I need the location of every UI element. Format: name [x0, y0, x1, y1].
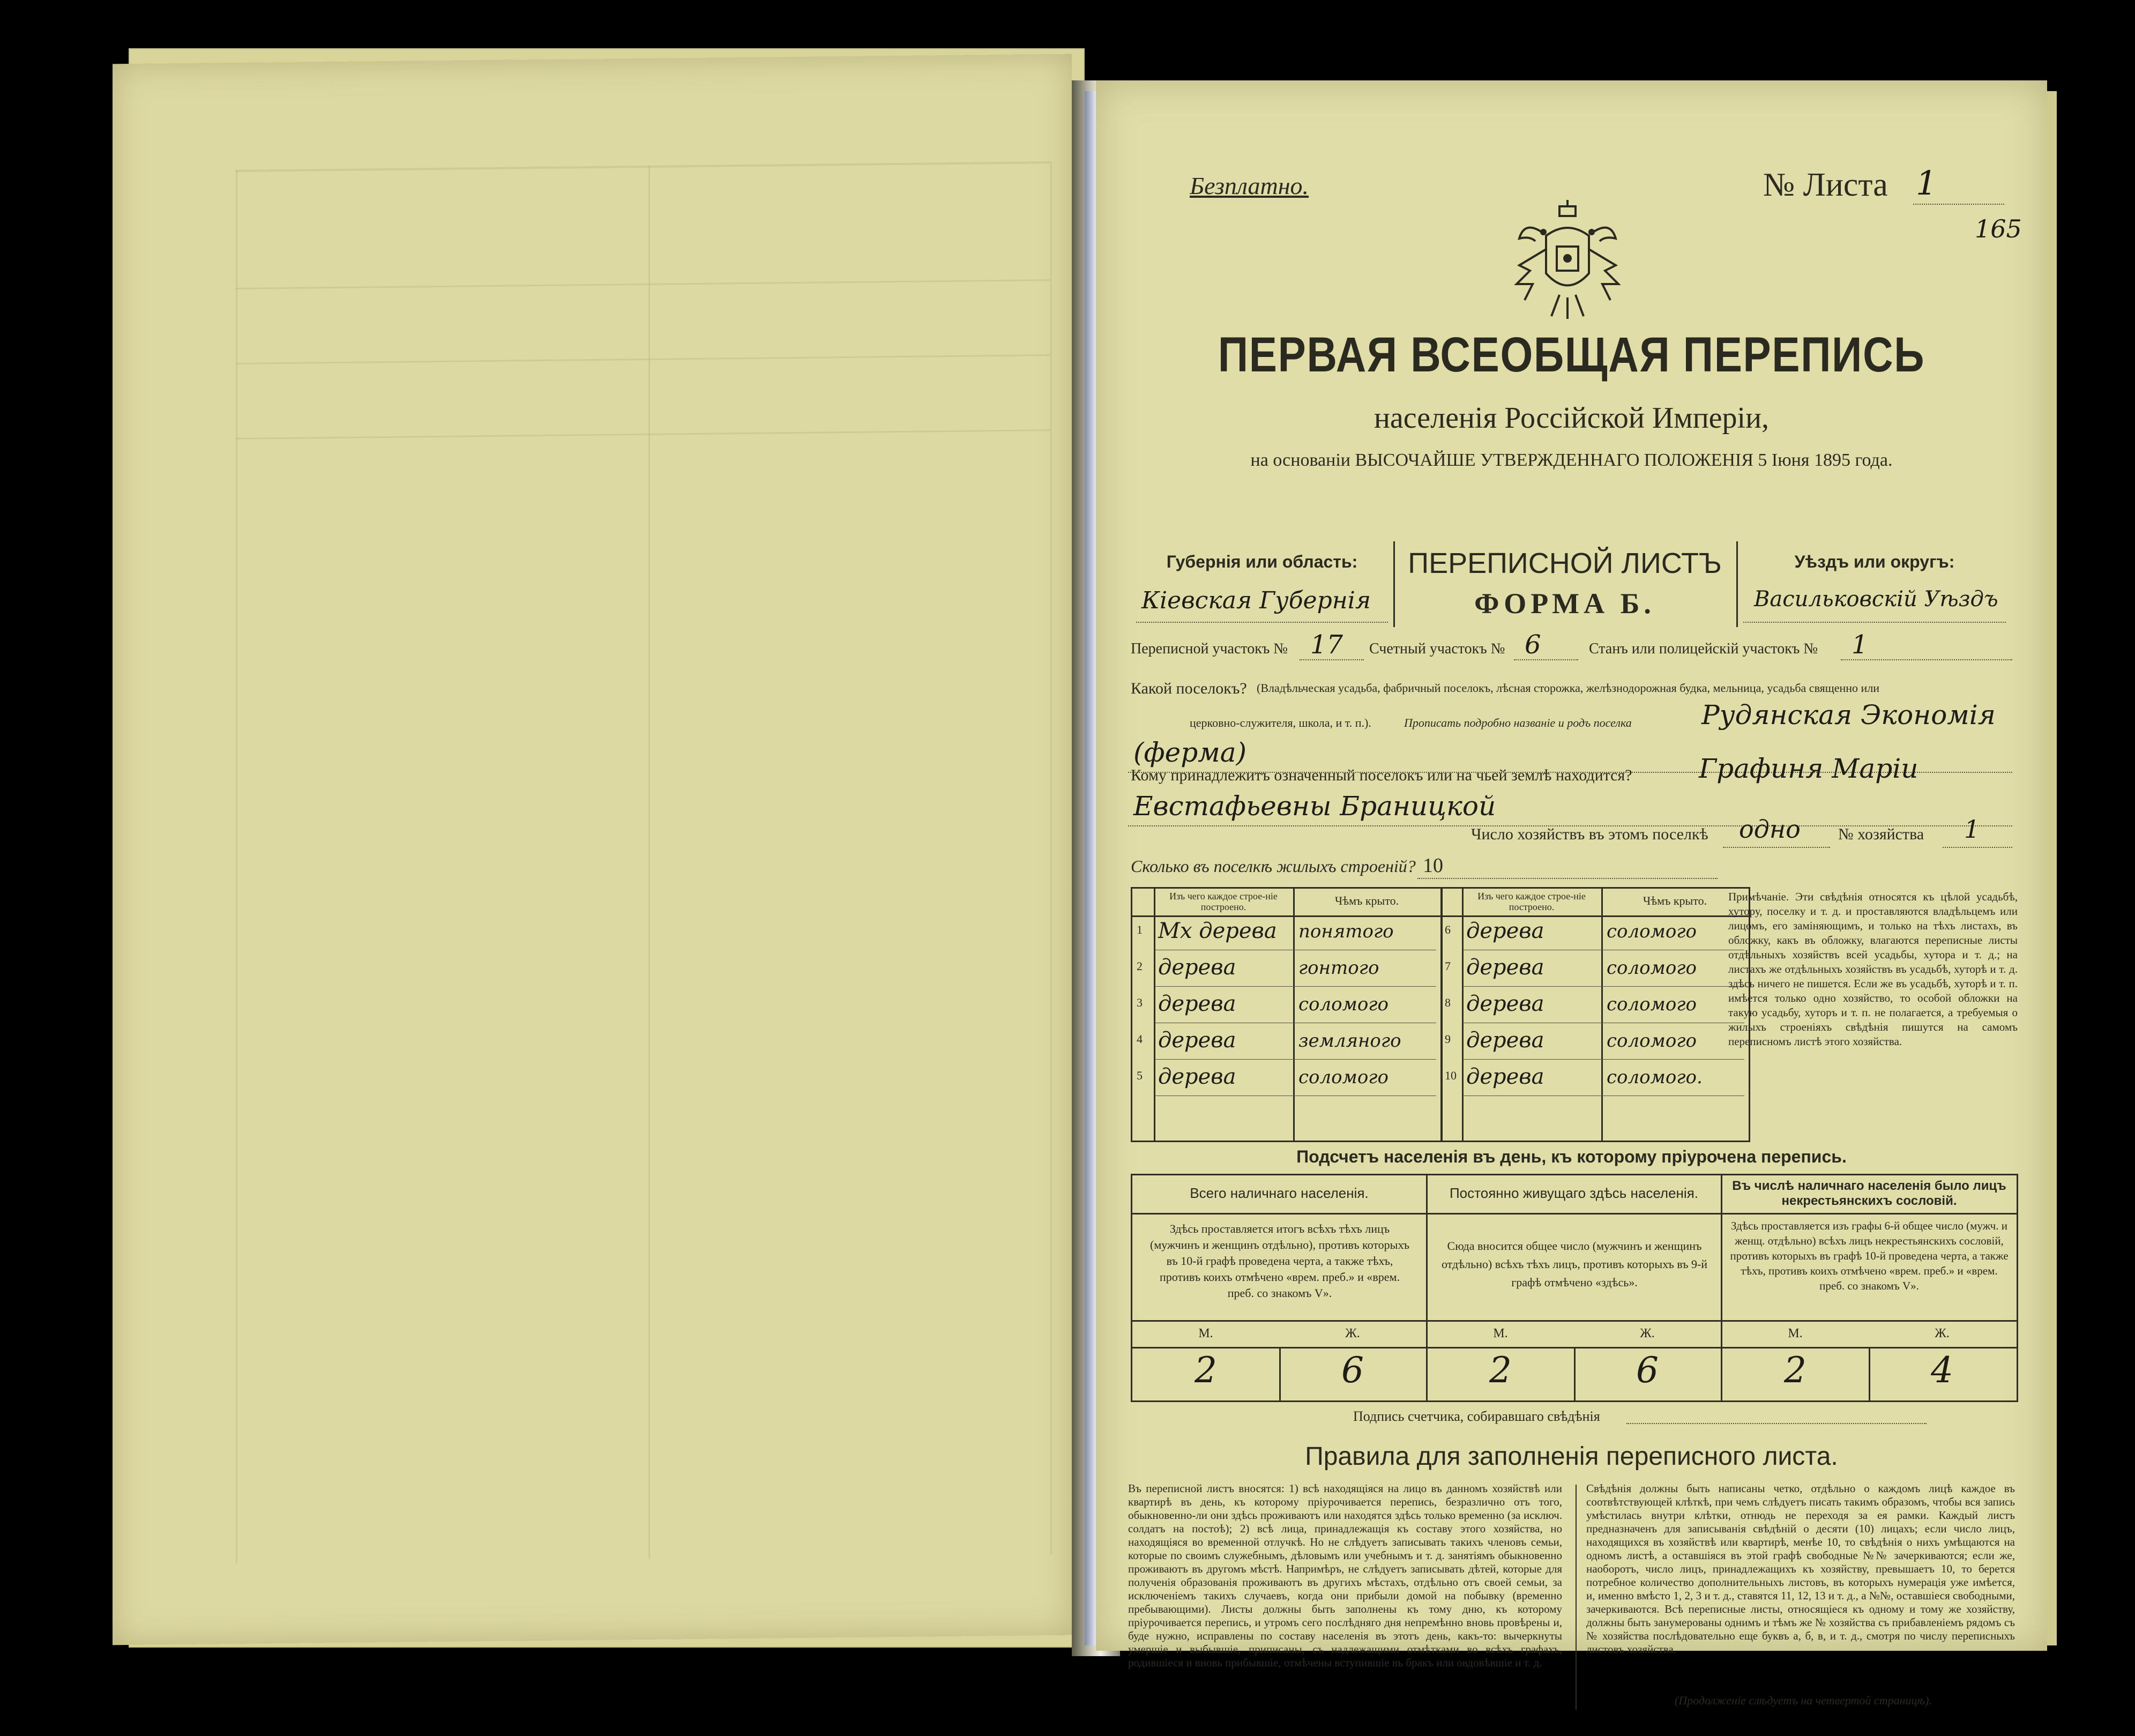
building-material: дерева: [1158, 992, 1236, 1016]
col3-female-label: Ж.: [1935, 1327, 1950, 1340]
building-row-number: 6: [1445, 923, 1451, 936]
building-roof: соломого: [1607, 921, 1697, 942]
buildings-value: 10: [1423, 854, 1443, 877]
uezd-value: Васильковскій Уѣздъ: [1754, 587, 1998, 612]
owner-value: Графиня Маріи: [1699, 753, 1918, 784]
table-hline: [1132, 915, 1749, 917]
header-material: Изъ чего каждое строе-ніе построено.: [1169, 891, 1278, 912]
building-roof: гонтого: [1298, 957, 1379, 979]
building-row-number: 2: [1137, 959, 1143, 973]
building-row-number: 5: [1137, 1069, 1143, 1082]
building-material: дерева: [1466, 1028, 1544, 1053]
header-roof: Чѣмъ крыто.: [1334, 894, 1399, 907]
counting-area-value: 6: [1525, 630, 1541, 660]
building-row-number: 8: [1445, 996, 1451, 1009]
settlement-hint-2: церковно-служителя, школа, и т. п.).: [1190, 716, 1371, 729]
building-material: дерева: [1158, 1064, 1236, 1089]
population-permanent-desc: Сюда вносится общее число (мужчинъ и женщинъ отдѣльно) всѣхъ тѣхъ лицъ, противъ которыхъ въ 9-й графѣ отмѣчено «здѣсь».: [1441, 1239, 1708, 1289]
station-label: Станъ или полицейскій участокъ №: [1589, 640, 1818, 657]
table-vline: [1601, 889, 1603, 1141]
table-vline: [1440, 889, 1443, 1141]
table-vline: [1462, 889, 1464, 1141]
building-roof: соломого: [1298, 994, 1389, 1015]
households-label: Число хозяйствъ въ этомъ поселкѣ: [1471, 825, 1708, 843]
region-block: [1131, 541, 2010, 630]
uezd-label: Уѣздъ или округъ:: [1794, 552, 1955, 571]
building-material: дерева: [1158, 955, 1236, 980]
col2-female-label: Ж.: [1640, 1327, 1655, 1340]
signature-label: Подпись счетчика, собиравшаго свѣдѣнія: [1353, 1409, 1600, 1424]
settlement-hint-3: Прописать подробно названіе и родъ поселка: [1404, 716, 1632, 729]
building-row-line: [1463, 986, 1744, 987]
owner-label: Кому принадлежитъ означенный поселокъ или на чьей землѣ находится?: [1131, 766, 1632, 784]
population-total-desc: Здѣсь проставляется итогъ всѣхъ тѣхъ лицъ (мужчинъ и женщинъ отдѣльно), противъ которыхъ въ 10-й графѣ проведена черта, а также тѣхъ, противъ коихъ отмѣчено «врем. преб.» и «врем. преб. со знакомъ V».: [1150, 1222, 1409, 1300]
building-roof: соломого: [1607, 957, 1697, 979]
building-row-number: 1: [1137, 923, 1143, 936]
census-form-page: [1096, 80, 2047, 1707]
total-male-value: 2: [1195, 1350, 1217, 1391]
nonpeasant-female-value: 4: [1931, 1350, 1953, 1391]
settlement-value-2: (ферма): [1133, 737, 1247, 768]
sheet-number-value: 1: [1916, 163, 1937, 203]
building-material: дерева: [1158, 1028, 1236, 1053]
building-row-number: 4: [1137, 1032, 1143, 1046]
building-roof: соломого: [1298, 1067, 1389, 1088]
building-row-number: 9: [1445, 1032, 1451, 1046]
col3-male-label: М.: [1788, 1327, 1803, 1340]
rules-title: Правила для заполненія переписного листа.: [1305, 1442, 1838, 1471]
census-area-label: Переписной участокъ №: [1131, 640, 1288, 657]
household-number-label: № хозяйства: [1838, 825, 1924, 843]
sheet-stamp-number: 165: [1975, 214, 2022, 243]
building-roof: понятого: [1298, 921, 1394, 942]
col1-female-label: Ж.: [1345, 1327, 1360, 1340]
double-headed-eagle-icon: [1514, 196, 1621, 324]
building-row-line: [1463, 1059, 1744, 1060]
population-nonpeasant-desc: Здѣсь проставляется изъ графы 6-й общее число (мужч. и женщ. отдѣльно) всѣхъ лицъ некрестьянскихъ сословій, противъ которыхъ въ графѣ 10-й проведена черта, а также тѣхъ, противъ коихъ отмѣчено «врем. преб.» и «врем. преб. со знакомъ V».: [1730, 1219, 2009, 1292]
building-row-number: 10: [1445, 1069, 1457, 1082]
building-row-line: [1155, 986, 1436, 987]
header-material: Изъ чего каждое строе-ніе построено.: [1477, 891, 1586, 912]
free-label: Безплатно.: [1190, 172, 1309, 199]
form-subtitle: населенія Россійской Имперіи,: [1373, 401, 1770, 435]
station-value: 1: [1852, 630, 1868, 660]
nonpeasant-male-value: 2: [1784, 1350, 1806, 1391]
left-blank-page: [113, 54, 1072, 1645]
settlement-hint: (Владѣльческая усадьба, фабричный поселокъ, лѣсная сторожка, желѣзнодорожная будка, мельница, усадьба священно или: [1257, 681, 1880, 695]
owner-value-2: Евстафьевны Браницкой: [1133, 791, 1496, 822]
building-roof: соломого.: [1607, 1067, 1703, 1088]
population-nonpeasant-title: Въ числѣ наличнаго населенія было лицъ некрестьянскихъ сословій.: [1732, 1179, 2006, 1208]
building-material: дерева: [1466, 919, 1544, 943]
buildings-note: Примѣчаніе. Эти свѣдѣнія относятся къ цѣлой усадьбѣ, хутору, поселку и т. д. и проставляются владѣльцемъ или лицомъ, его заміняющимъ, и только на тѣхъ листахъ, въ обложку, какъ въ обложку, влагаются переписные листы отдѣльныхъ хозяйствъ всей усадьбы, хутора и т. д.; на листахъ же отдѣльныхъ хозяйствъ въ усадьбѣ, хуторѣ и т. д. здѣсь ничего не пишется. Если же въ усадьбѣ, хуторѣ и т. п. имѣется только одно хозяйство, то особой обложки на такую усадьбу, хуторъ и т. п. не полагается, а требуемыя о жилыхъ строеніяхъ свѣдѣнія пишутся на самомъ переписномъ листѣ этого хозяйства.: [1728, 890, 2018, 1048]
permanent-male-value: 2: [1489, 1350, 1512, 1391]
building-row-number: 3: [1137, 996, 1143, 1009]
settlement-value: Рудянская Экономія: [1701, 699, 1996, 731]
col2-male-label: М.: [1493, 1327, 1508, 1340]
form-main-title: ПЕРВАЯ ВСЕОБЩАЯ ПЕРЕПИСЬ: [1218, 327, 1925, 382]
rules-continued: (Продолженіе слѣдуетъ на четвертой страницѣ).: [1675, 1694, 1932, 1707]
building-row-line: [1155, 1059, 1436, 1060]
rules-right-column: Свѣдѣнія должны быть написаны четко, отдѣльно о каждомъ лицѣ каждое въ соотвѣтствующей клѣткѣ, при чемъ слѣдуетъ писать такимъ образомъ, чтобы вся запись умѣстилась внутри клѣтки, отнюдь не переходя за ея рамки. Каждый листъ предназначенъ для записыванія свѣдѣній о десяти (10) лицахъ; если число лицъ, находящихся въ хозяйствѣ или квартирѣ, менѣе 10, то свѣдѣнія о нихъ умѣщаются на одномъ листѣ, а оставшіяся въ этой графѣ свободные №№ зачеркиваются; если же, наоборотъ, число лицъ, принадлежащихъ къ хозяйству, превышаетъ 10, то берется потребное количество дополнительныхъ листовъ, въ которыхъ нумерація уже имѣется, и, именно вмѣсто 1, 2, 3 и т. д., ставятся 11, 12, 13 и т. д., а №№, оставшіеся свободными, зачеркиваются. Всѣ переписные листы, относящіеся къ одному и тому же хозяйству, должны быть занумерованы однимъ и тѣмъ же № хозяйства съ прибавленіемъ рядомъ съ № хозяйства послѣдовательно еще буквъ а, б, в, и т. д., смотря по числу переписныхъ листовъ хозяйства.: [1586, 1482, 2015, 1656]
households-value: одно: [1739, 815, 1801, 844]
population-heading: Подсчетъ населенія въ день, къ которому пріурочена перепись.: [1296, 1147, 1847, 1166]
form-title: ПЕРЕПИСНОЙ ЛИСТЪ: [1408, 547, 1722, 579]
permanent-female-value: 6: [1636, 1350, 1659, 1391]
settlement-label: Какой поселокъ?: [1131, 680, 1247, 697]
household-number-value: 1: [1964, 815, 1980, 844]
building-roof: соломого: [1607, 994, 1697, 1015]
building-material: Мх дерева: [1158, 919, 1277, 943]
gubernia-label: Губернія или область:: [1166, 552, 1358, 571]
col1-male-label: М.: [1198, 1327, 1213, 1340]
census-area-value: 17: [1310, 630, 1343, 660]
gubernia-value: Кіевская Губернія: [1141, 587, 1371, 614]
building-material: дерева: [1466, 955, 1544, 980]
form-name: ФОРМА Б.: [1474, 587, 1655, 620]
building-material: дерева: [1466, 1064, 1544, 1089]
header-roof: Чѣмъ крыто.: [1643, 894, 1707, 907]
buildings-label: Сколько въ поселкѣ жилыхъ строеній?: [1131, 856, 1416, 876]
population-table: [1131, 1174, 2018, 1402]
sheet-number-label: № Листа: [1763, 167, 1888, 203]
population-permanent-title: Постоянно живущаго здѣсь населенія.: [1449, 1185, 1698, 1201]
building-material: дерева: [1466, 992, 1544, 1016]
rules-left-column: Въ переписной листъ вносятся: 1) всѣ находящіяся на лицо въ данномъ хозяйствѣ или квартирѣ въ день, къ которому пріурочивается перепись, безразлично отъ того, обыкновенно-ли они здѣсь проживаютъ или находятся здѣсь только временно (за исключ. солдатъ на постоѣ); 2) всѣ лица, принадлежащія къ составу этого хозяйства, но находящіяся во временной отлучкѣ. Но не слѣдуетъ записывать такихъ членовъ семьи, которые по своимъ служебнымъ, дѣловымъ или учебнымъ и т. д. занятіямъ обыкновенно проживаютъ въ другомъ мѣстѣ. Напримѣръ, не слѣдуетъ записывать дѣтей, которые для полученія образованія проживаютъ въ другихъ мѣстахъ, отдѣльно отъ своей семьи, за исключеніемъ такихъ случаевъ, когда они прибыли домой на побывку (временно пребывающими). Листы должны быть заполнены къ тому дню, къ которому пріурочивается перепись, и утромъ сего послѣдняго дня непремѣнно вновь провѣрены и, буде нужно, исправлены по составу населенія въ этотъ день, какъ-то: вычеркнуты умершіе и выбывшіе, приписаны, съ надлежащими отмѣтками во всѣхъ графахъ, родившіеся и вновь прибывшіе, отмѣчены вступившіе въ бракъ или овдовѣвшіе и т. д.: [1128, 1482, 1562, 1669]
buildings-table: [1131, 887, 1750, 1142]
form-basis: на основаніи ВЫСОЧАЙШЕ УТВЕРЖДЕННАГО ПОЛОЖЕНІЯ 5 Іюня 1895 года.: [1250, 450, 1893, 470]
table-vline: [1154, 889, 1155, 1141]
counting-area-label: Счетный участокъ №: [1369, 640, 1505, 657]
total-female-value: 6: [1341, 1350, 1364, 1391]
building-row-number: 7: [1445, 959, 1451, 973]
building-roof: соломого: [1607, 1030, 1697, 1052]
building-roof: земляного: [1298, 1030, 1401, 1052]
population-total-title: Всего наличнаго населенія.: [1190, 1185, 1369, 1201]
table-vline: [1293, 889, 1295, 1141]
